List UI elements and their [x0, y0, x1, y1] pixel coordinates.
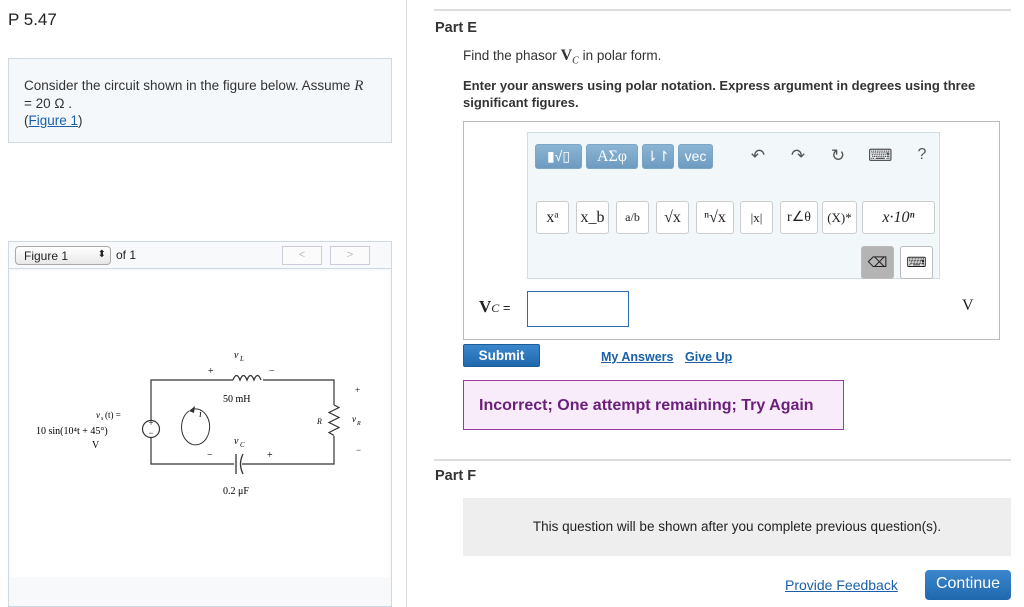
vl-sub: L — [240, 355, 244, 363]
vec-button[interactable]: vec — [678, 144, 713, 169]
inductor-symbol — [233, 376, 261, 381]
backspace-button[interactable]: ⌫ — [861, 246, 894, 279]
prompt-sub: C — [572, 55, 579, 67]
capacitor-symbol — [236, 454, 243, 474]
submit-button[interactable]: Submit — [463, 344, 540, 367]
figure-selector[interactable] — [15, 246, 111, 265]
current-label: i — [199, 409, 202, 420]
source-minus: − — [148, 428, 154, 438]
continue-button[interactable]: Continue — [925, 570, 1011, 600]
nth-root-button[interactable]: ⁿ√x — [696, 201, 734, 234]
arrowhead-icon — [189, 406, 195, 413]
sqrt-button[interactable]: √x — [656, 201, 689, 234]
my-answers-link[interactable]: My Answers — [601, 350, 674, 364]
next-figure-button[interactable]: > — [330, 246, 370, 265]
part-f-locked-message: This question will be shown after you complete previous question(s). — [463, 498, 1011, 556]
vc-sub: C — [240, 441, 245, 449]
prev-figure-button[interactable]: < — [282, 246, 322, 265]
paren-open: ( — [24, 113, 29, 128]
reset-icon[interactable]: ↻ — [830, 146, 846, 165]
prompt-text-end: in polar form. — [582, 48, 662, 63]
math-toolbar — [527, 132, 940, 279]
keyboard-icon[interactable]: ⌨ — [868, 146, 893, 165]
source-label: v — [96, 410, 100, 420]
problem-panel — [0, 0, 407, 607]
problem-title: P 5.47 — [8, 10, 57, 29]
figure-selector-value: Figure 1 — [24, 249, 69, 263]
vr-plus: + — [355, 385, 361, 395]
source-t: (t) = — [105, 410, 121, 420]
answer-unit: V — [962, 297, 974, 314]
var-r: R — [354, 78, 364, 94]
capacitor-value: 0.2 μF — [223, 486, 249, 497]
help-icon[interactable]: ? — [917, 146, 927, 163]
source-sub: s — [101, 416, 104, 422]
prompt-text: Find the phasor — [463, 48, 557, 63]
resistor-symbol — [329, 405, 339, 436]
vr-label: v — [352, 414, 356, 424]
vr-minus: − — [356, 445, 362, 455]
source-plus: + — [148, 418, 154, 428]
answer-input[interactable] — [527, 291, 629, 327]
arrows-button[interactable]: ⇂↾ — [642, 144, 674, 169]
answer-panel — [463, 121, 1000, 340]
answer-label — [479, 297, 511, 317]
redo-icon[interactable]: ↷ — [790, 146, 806, 165]
part-f-divider — [434, 459, 1011, 461]
undo-icon[interactable]: ↶ — [750, 146, 766, 165]
answer-label-eq: = — [499, 300, 511, 315]
vl-label: v — [234, 350, 239, 361]
current-arrow — [182, 409, 210, 445]
source-expression: 10 sin(10⁴t + 45°) — [36, 426, 108, 437]
vl-plus: + — [208, 366, 214, 377]
answer-label-var: V — [479, 297, 492, 316]
updown-icon: ⬍ — [97, 249, 106, 260]
keyboard-toggle-button[interactable]: ⌨ — [900, 246, 933, 279]
answer-region — [434, 0, 1014, 607]
give-up-link[interactable]: Give Up — [685, 350, 733, 364]
polar-button[interactable]: r∠θ — [780, 201, 818, 234]
greek-button[interactable]: ΑΣφ — [586, 144, 638, 169]
conjugate-button[interactable]: (X)* — [822, 201, 857, 234]
figure-link[interactable]: Figure 1 — [28, 113, 79, 128]
question-text: Consider the circuit shown in the figure below. Assume — [24, 78, 351, 93]
answer-label-sub: C — [491, 301, 500, 315]
abs-button[interactable]: |x| — [740, 201, 773, 234]
vl-minus: − — [269, 366, 275, 377]
part-e-prompt — [463, 47, 661, 67]
r-label: R — [317, 417, 322, 426]
templates-button[interactable]: ▮√▯ — [535, 144, 582, 169]
circuit-figure — [11, 271, 389, 577]
circuit-wires — [151, 380, 334, 464]
vc-minus: − — [207, 450, 213, 461]
prompt-var: V — [560, 47, 573, 64]
vc-plus: + — [267, 450, 273, 461]
circuit-diagram — [11, 271, 389, 577]
vc-label: v — [234, 436, 239, 447]
fraction-button[interactable]: a/b — [616, 201, 649, 234]
figure-panel — [8, 241, 392, 607]
figure-count: of 1 — [116, 248, 137, 262]
r-value: = 20 Ω . — [24, 96, 72, 111]
vr-sub: R — [357, 421, 361, 427]
figure-toolbar — [9, 242, 391, 269]
source-unit: V — [92, 440, 100, 451]
question-box — [8, 58, 392, 143]
subscript-button[interactable]: x_b — [576, 201, 609, 234]
feedback-message: Incorrect; One attempt remaining; Try Again — [463, 380, 844, 430]
part-e-divider — [434, 9, 1011, 11]
part-e-heading: Part E — [435, 20, 477, 36]
sci-notation-button[interactable]: x·10ⁿ — [862, 201, 935, 234]
inductor-value: 50 mH — [223, 394, 251, 405]
paren-close: ) — [78, 113, 83, 128]
provide-feedback-link[interactable]: Provide Feedback — [785, 577, 898, 593]
superscript-button[interactable]: xᵃ — [536, 201, 569, 234]
instructions: Enter your answers using polar notation. Express argument in degrees using three significant figures. — [463, 78, 976, 110]
part-f-heading: Part F — [435, 468, 477, 484]
